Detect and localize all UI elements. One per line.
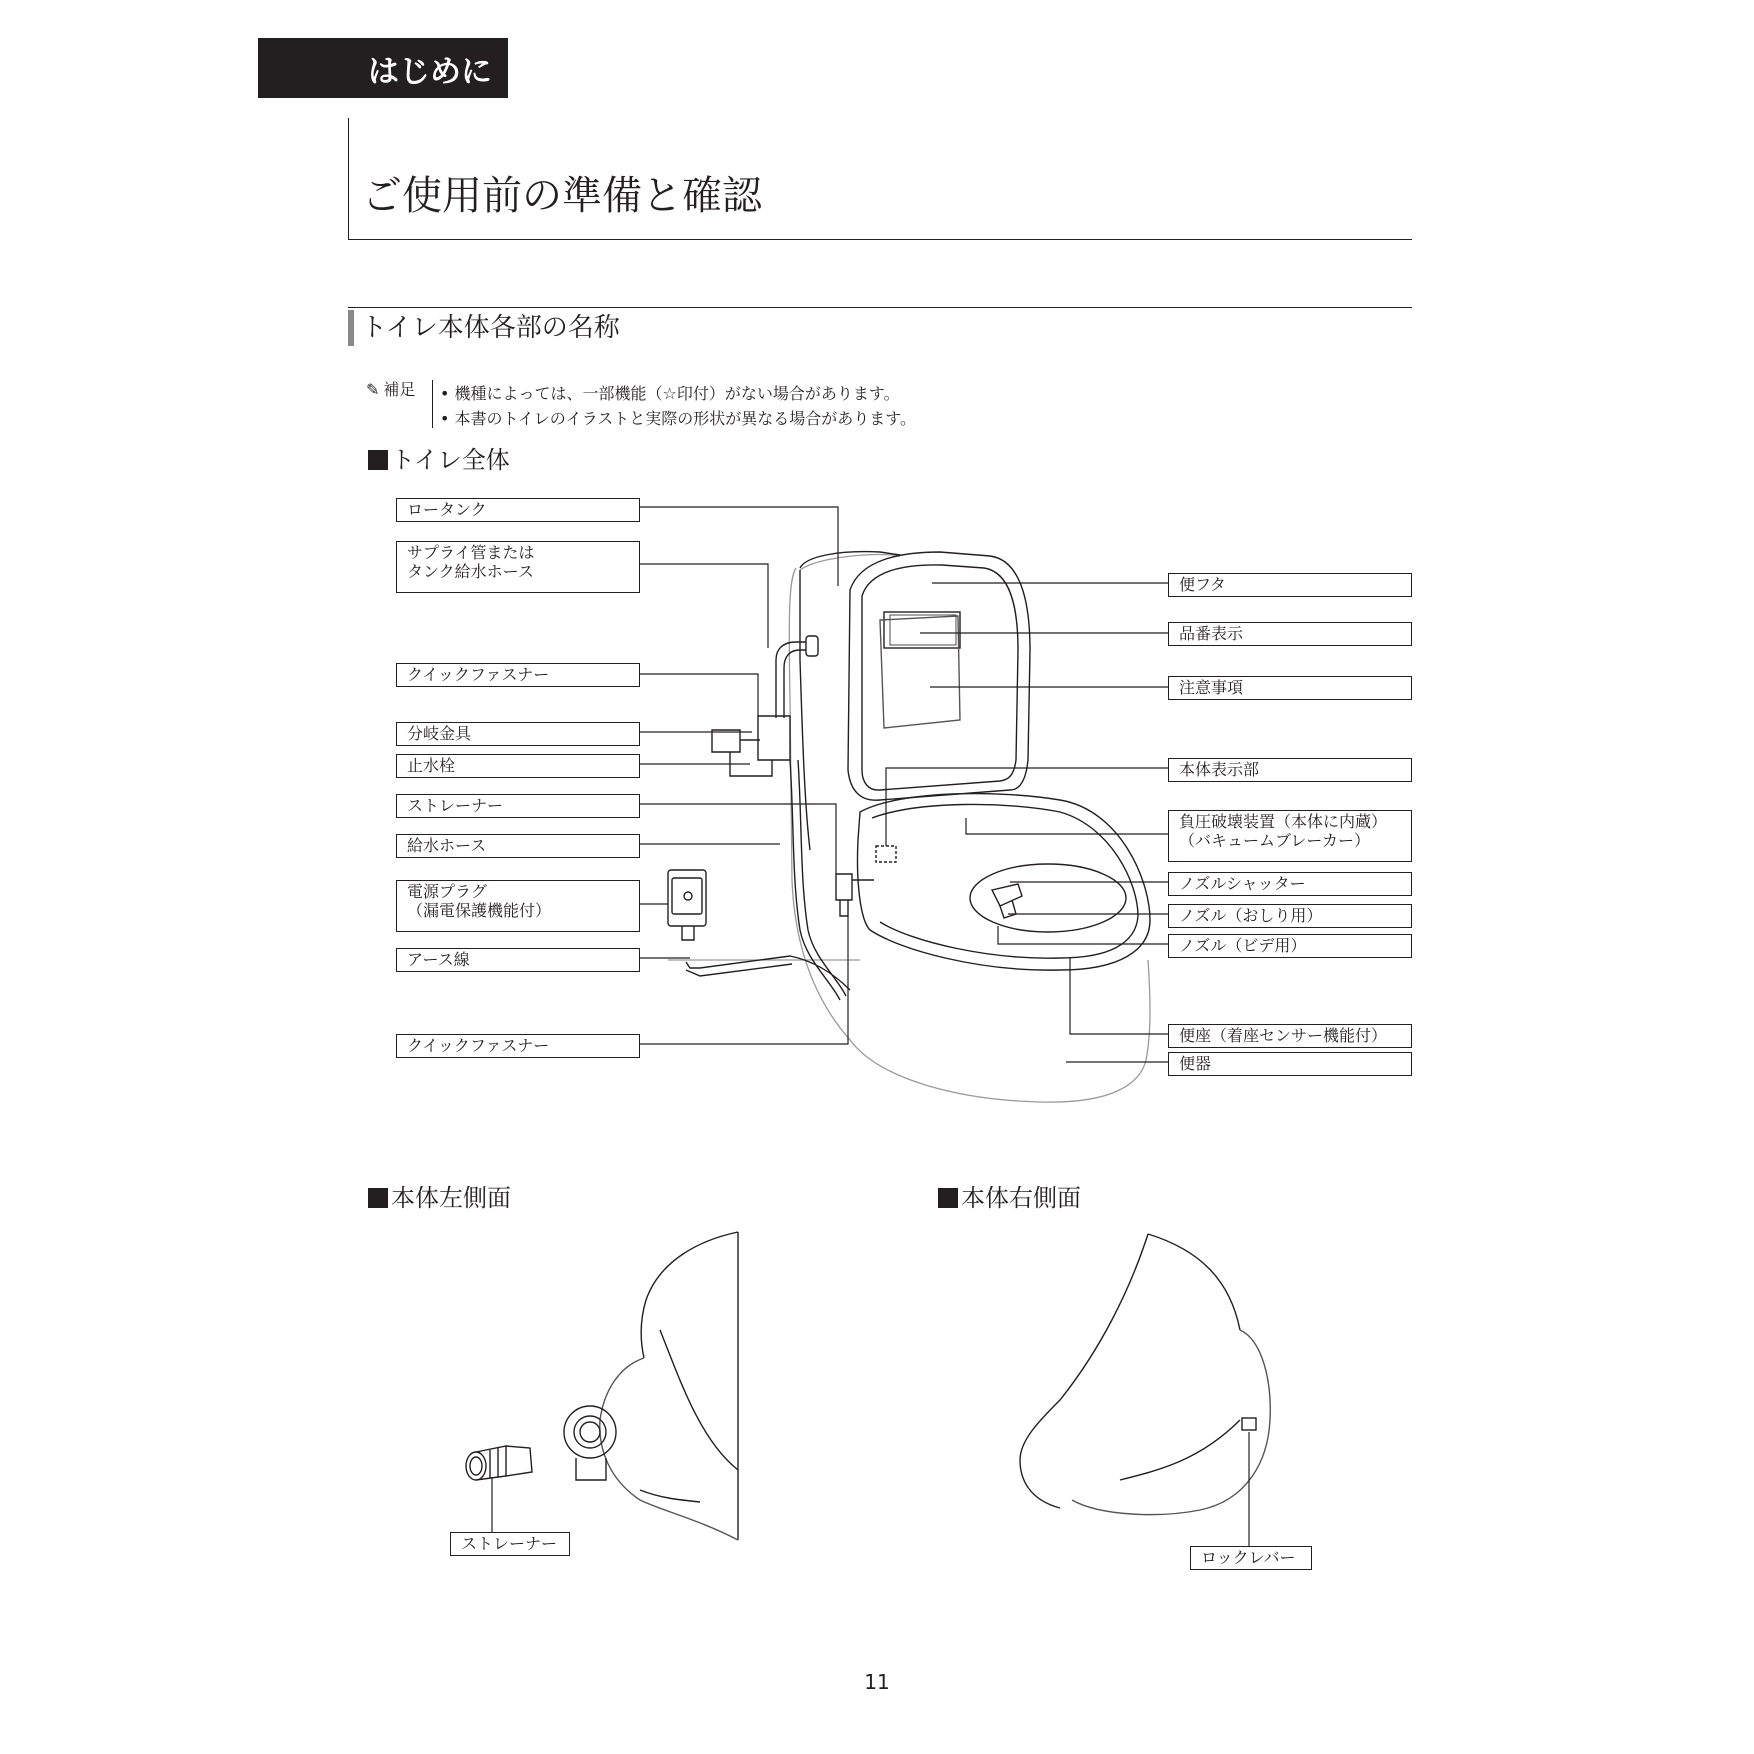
note-label-text: 補足 xyxy=(383,380,416,399)
label-bowl: 便器 xyxy=(1168,1052,1412,1076)
label-model-number: 品番表示 xyxy=(1168,622,1412,646)
label-nozzle-shutter: ノズルシャッター xyxy=(1168,872,1412,896)
label-ground-wire: アース線 xyxy=(396,948,640,972)
label-caution: 注意事項 xyxy=(1168,676,1412,700)
label-power-plug-line-1: 電源プラグ xyxy=(407,882,488,901)
label-vacuum-breaker-line-2: （バキュームブレーカー） xyxy=(1179,831,1371,851)
label-power-plug-line-2: （漏電保護機能付） xyxy=(407,901,552,921)
page-number: 11 xyxy=(864,1670,890,1694)
label-quick-fastener-bottom: クイックファスナー xyxy=(396,1034,640,1058)
toilet-body-outline xyxy=(668,555,1150,1103)
label-supply-pipe xyxy=(396,541,640,593)
nozzle-icon xyxy=(992,884,1022,906)
section-title: トイレ本体各部の名称 xyxy=(361,313,620,343)
note-line-2: • 本書のトイレのイラストと実際の形状が異なる場合があります。 xyxy=(440,409,916,428)
left-side-detail xyxy=(466,1232,738,1540)
display-marker xyxy=(876,846,896,862)
heading-left-side-text: 本体左側面 xyxy=(391,1184,511,1212)
heading-right-side-text: 本体右側面 xyxy=(961,1184,1081,1212)
label-strainer-detail: ストレーナー xyxy=(450,1532,570,1556)
chapter-tab: はじめに xyxy=(258,38,508,98)
power-cord xyxy=(686,956,850,990)
label-lock-lever: ロックレバー xyxy=(1190,1546,1312,1570)
page-title: ご使用前の準備と確認 xyxy=(362,173,762,219)
bowl-opening xyxy=(970,864,1126,932)
lid-outline xyxy=(848,552,1030,800)
label-branch-fitting: 分岐金具 xyxy=(396,722,640,746)
label-vacuum-breaker-line-1: 負圧破壊装置（本体に内蔵） xyxy=(1179,812,1388,831)
label-supply-hose: 給水ホース xyxy=(396,834,640,858)
label-nozzle-rear: ノズル（おしり用） xyxy=(1168,904,1412,928)
right-side-detail xyxy=(1020,1234,1270,1546)
fitting-icon xyxy=(564,1406,616,1458)
label-nozzle-bidet: ノズル（ビデ用） xyxy=(1168,934,1412,958)
label-vacuum-breaker xyxy=(1168,810,1412,862)
label-lid: 便フタ xyxy=(1168,573,1412,597)
label-low-tank: ロータンク xyxy=(396,498,640,522)
note-line-1: • 機種によっては、一部機能（☆印付）がない場合があります。 xyxy=(440,384,900,403)
label-seat: 便座（着座センサー機能付） xyxy=(1168,1024,1412,1048)
strainer-icon xyxy=(466,1446,532,1480)
label-stop-valve: 止水栓 xyxy=(396,754,640,778)
valve-icon xyxy=(836,874,852,916)
leader-lines-right xyxy=(886,583,1168,1062)
label-strainer: ストレーナー xyxy=(396,794,640,818)
branch-fitting xyxy=(758,716,790,760)
label-display: 本体表示部 xyxy=(1168,758,1412,782)
pencil-icon: ✎ xyxy=(366,380,380,399)
label-supply-pipe-line-1: サプライ管または xyxy=(407,543,535,562)
heading-whole-text: トイレ全体 xyxy=(391,446,510,474)
label-supply-pipe-line-2: タンク給水ホース xyxy=(407,562,534,582)
label-power-plug xyxy=(396,880,640,932)
label-quick-fastener-top: クイックファスナー xyxy=(396,663,640,687)
lock-lever-icon xyxy=(1242,1418,1256,1430)
